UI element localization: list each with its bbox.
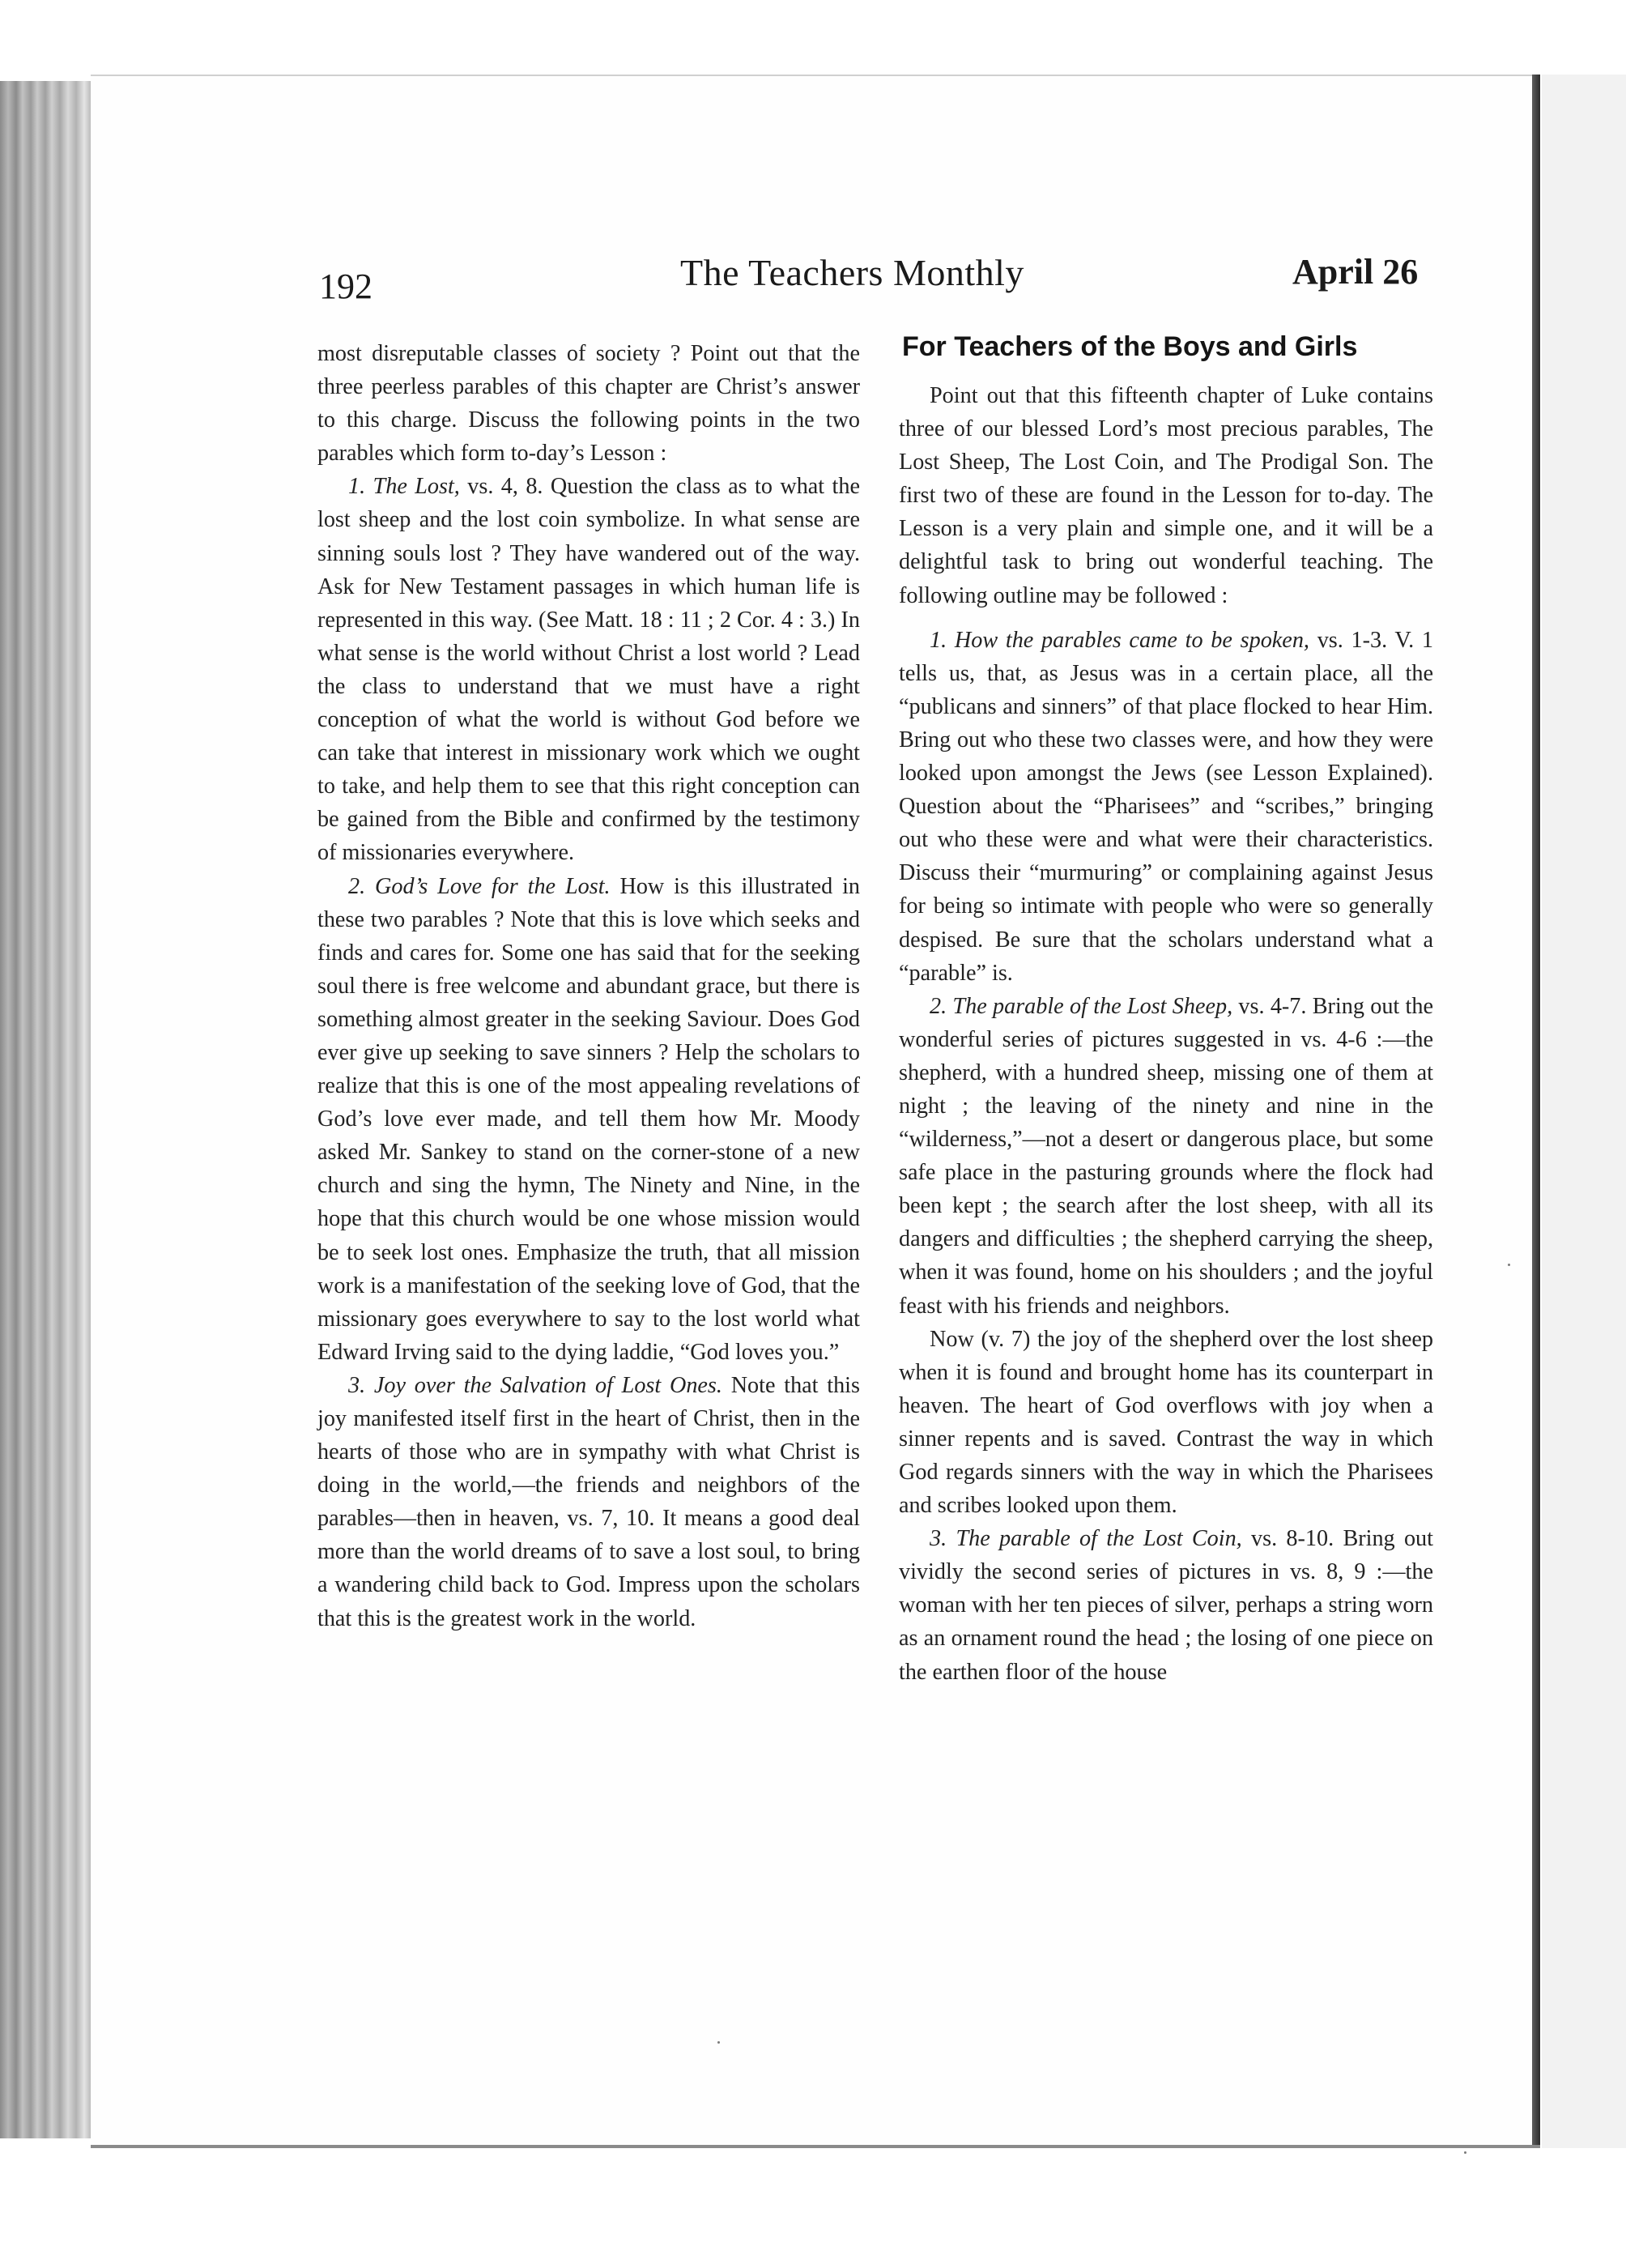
left-point-2 [317,870,860,1369]
scan-speck [1464,2151,1466,2154]
running-title: The Teachers Monthly [680,252,1024,293]
right-point-1 [899,624,1433,990]
right-point-3-body: vs. 8-10. Bring out vividly the second series of pictures in vs. 8, 9 :—the woman with her ten pieces of silver, perhaps a string worn as an ornament round the head ; the losing of one piece on the earthen floor of the house [899,1526,1433,1685]
page-number: 192 [319,266,372,306]
left-point-1 [317,470,860,869]
book-page-edges [0,81,91,2138]
right-column [899,327,1433,1689]
section-heading: For Teachers of the Boys and Girls [902,331,1358,362]
right-now-paragraph: Now (v. 7) the joy of the shepherd over the lost sheep when it is found and brought home has its counterpart in heaven. The heart of God overflows with joy when a sinner repents and is saved. Contrast the way in which God regards sinners with the way in which the Pharisees and scribes looked upon them. [899,1326,1433,1519]
right-intro-paragraph: Point out that this fifteenth chapter of Luke contains three of our blessed Lord’s most precious parables, The Lost Sheep, The Lost Coin, and The Prodigal Son. The first two of these are found in the Lesson for to-day. The Lesson is a very plain and simple one, and it will be a delightful task to bring out wonderful teaching. The following outline may be followed : [899,383,1433,608]
right-point-2 [899,990,1433,1323]
left-point-2-title: 2. God’s Love for the Lost. [348,873,611,899]
left-point-3-title: 3. Joy over the Salvation of Lost Ones. [348,1372,722,1398]
right-point-2-title: 2. The parable of the Lost Sheep, [930,993,1233,1019]
page-bottom-edge [91,2145,1540,2148]
left-point-3 [317,1369,860,1635]
facing-page-edge [1542,75,1626,2148]
right-point-1-title: 1. How the parables came to be spoken, [930,627,1309,653]
right-point-3 [899,1522,1433,1688]
left-point-3-body: Note that this joy manifested itself first in the heart of Christ, then in the hearts of those who are in sympathy with what Christ is doing in the world,—the friends and neighbors of the parables—then in heaven, vs. 7, 10. It means a good deal more than the world dreams of to save a lost soul, to bring a wandering child back to God. Impress upon the scholars that this is the greatest work in the world. [317,1372,860,1631]
left-intro-paragraph: most disreputable classes of society ? Point out that the three peerless parables of this chapter are Christ’s answer to this charge. Discuss the following points in the two parables which form to-day’s Lesson : [317,341,860,467]
left-point-1-body: vs. 4, 8. Question the class as to what the lost sheep and the lost coin symbolize. In what sense are sinning souls lost ? They have wandered out of the way. Ask for New Testament passages in which human life is represented in this way. (See Matt. 18 : 11 ; 2 Cor. 4 : 3.) In what sense is the world without Christ a lost world ? Lead the class to understand that we must have a right conception of what the world is without God before we can take that interest in missionary work which we ought to take, and help them to see that this right conception can be gained from the Bible and confirmed by the testimony of missionaries everywhere. [317,474,860,866]
right-point-2-body: vs. 4-7. Bring out the wonderful series of pictures suggested in vs. 4-6 :—the shepherd, with a hundred sheep, missing one of them at night ; the leaving of the ninety and nine in the “wilderness,”—not a desert or dangerous place, but some safe place in the pasturing grounds where the flock had been kept ; the search after the lost sheep, with all its dangers and difficulties ; the shepherd carrying the sheep, when it was found, home on his shoulders ; and the joyful feast with his friends and neighbors. [899,993,1433,1319]
left-point-2-body: How is this illustrated in these two parables ? Note that this is love which seeks and finds and cares for. Some one has said that for the seeking soul there is free welcome and abundant grace, but there is something almost greater in the seeking Saviour. Does God ever give up seeking to save sinners ? Help the scholars to realize that this is one of the most appealing revelations of God’s love ever made, and tell them how Mr. Moody asked Mr. Sankey to stand on the corner-stone of a new church and sing the hymn, The Ninety and Nine, in the hope that this church would be one whose mission would be to seek lost ones. Emphasize the truth, that all mission work is a manifestation of the seeking love of God, that the missionary goes everywhere to say to the lost world what Edward Irving said to the dying laddie, “God loves you.” [317,873,860,1365]
right-point-3-title: 3. The parable of the Lost Coin, [930,1526,1242,1552]
issue-date: April 26 [1292,252,1419,292]
scan-speck [1508,1264,1510,1266]
left-point-1-title: 1. The Lost, [348,474,460,500]
page-gutter-shadow [1532,75,1540,2148]
left-column [317,337,860,1635]
right-point-1-body: vs. 1-3. V. 1 tells us, that, as Jesus was in a certain place, all the “publicans and sinners” of that place flocked to hear Him. Bring out who these two classes were, and how they were looked upon amongst the Jews (see Lesson Explained). Question about the “Pharisees” and “scribes,” bringing out who these were and what were their characteristics. Discuss their “murmuring” or complaining against Jesus for being so intimate with people who were so generally despised. Be sure that the scholars understand what a “parable” is. [899,627,1433,986]
scan-speck [717,2041,720,2044]
